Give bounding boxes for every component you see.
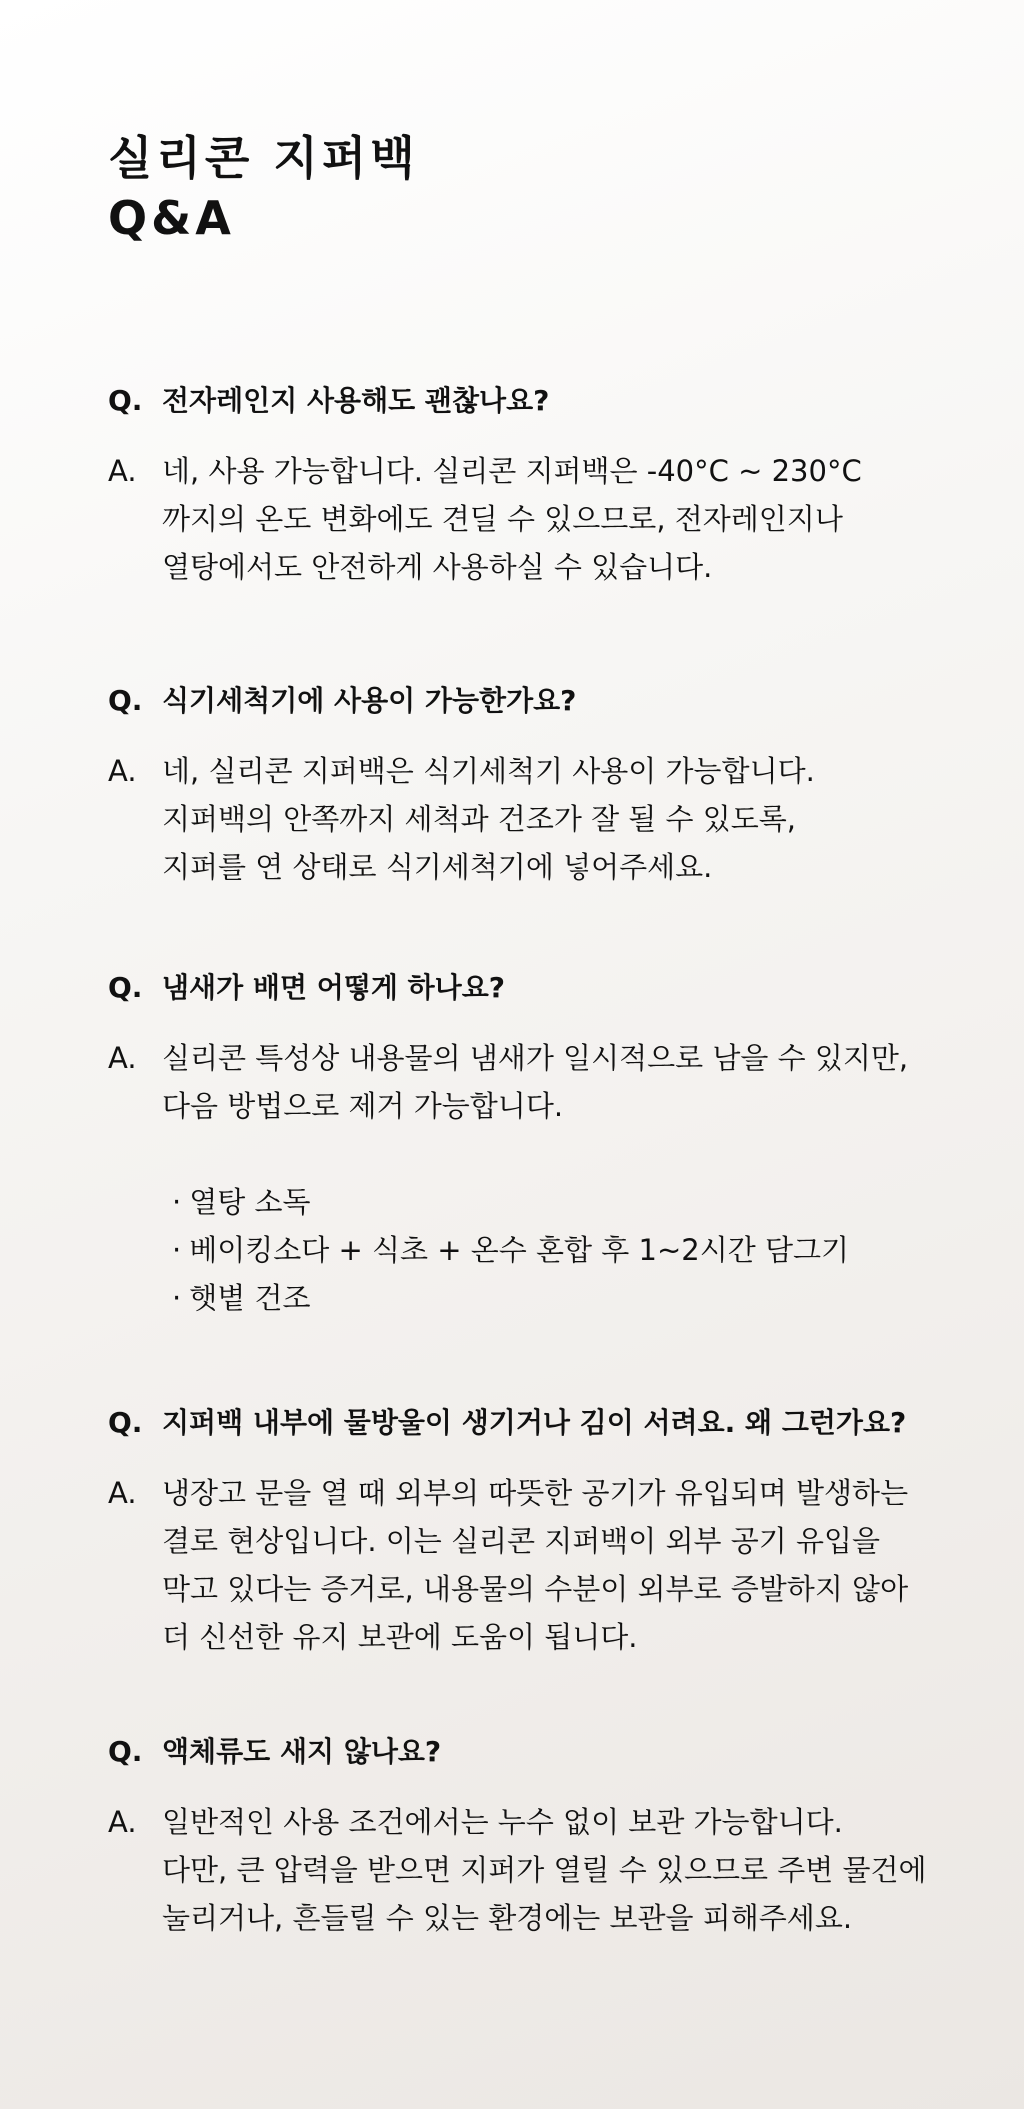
answer-text (162, 1469, 908, 1661)
question-marker: Q. (108, 684, 143, 717)
question-text: 액체류도 새지 않나요? (162, 1735, 442, 1768)
answer-line: 열탕에서도 안전하게 사용하실 수 있습니다. (162, 550, 713, 584)
answer-line: 까지의 온도 변화에도 견딜 수 있으므로, 전자레인지나 (162, 502, 843, 536)
list-item: · 베이킹소다 + 식초 + 온수 혼합 후 1~2시간 담그기 (162, 1226, 908, 1274)
question-text: 식기세척기에 사용이 가능한가요? (162, 684, 577, 717)
answer-line: 결로 현상입니다. 이는 실리콘 지퍼백이 외부 공기 유입을 (162, 1524, 881, 1558)
answer-line: 막고 있다는 증거로, 내용물의 수분이 외부로 증발하지 않아 (162, 1572, 909, 1606)
question-row (108, 968, 968, 1008)
title-line-2: Q&A (108, 191, 235, 245)
question-row (108, 681, 968, 721)
question-text: 냄새가 배면 어떻게 하나요? (162, 971, 506, 1004)
page-title (108, 128, 419, 248)
removal-methods-list (162, 1178, 908, 1322)
answer-row (108, 1469, 968, 1661)
answer-row (108, 447, 968, 591)
answer-marker: A. (108, 1476, 137, 1510)
faq-item-liquids (108, 1732, 968, 1942)
answer-line: 다만, 큰 압력을 받으면 지퍼가 열릴 수 있으므로 주변 물건에 (162, 1853, 927, 1887)
answer-text (162, 1034, 908, 1322)
answer-row (108, 1798, 968, 1942)
answer-row (108, 747, 968, 891)
faq-item-microwave (108, 381, 968, 591)
answer-marker: A. (108, 754, 137, 788)
question-marker: Q. (108, 1735, 143, 1768)
answer-text (162, 447, 862, 591)
answer-marker: A. (108, 1805, 137, 1839)
question-marker: Q. (108, 1406, 143, 1439)
question-row (108, 1732, 968, 1772)
answer-line: 다음 방법으로 제거 가능합니다. (162, 1089, 564, 1123)
answer-line: 일반적인 사용 조건에서는 누수 없이 보관 가능합니다. (162, 1805, 843, 1839)
answer-line: 더 신선한 유지 보관에 도움이 됩니다. (162, 1620, 638, 1654)
answer-line: 지퍼를 연 상태로 식기세척기에 넣어주세요. (162, 850, 713, 884)
answer-line: 네, 사용 가능합니다. 실리콘 지퍼백은 -40°C ~ 230°C (162, 454, 862, 488)
question-marker: Q. (108, 971, 143, 1004)
answer-marker: A. (108, 1041, 137, 1075)
faq-item-condensation (108, 1403, 968, 1661)
answer-line: 실리콘 특성상 내용물의 냄새가 일시적으로 남을 수 있지만, (162, 1041, 909, 1075)
question-row (108, 381, 968, 421)
answer-line: 눌리거나, 흔들릴 수 있는 환경에는 보관을 피해주세요. (162, 1901, 853, 1935)
title-line-1: 실리콘 지퍼백 (108, 131, 419, 185)
question-row (108, 1403, 968, 1443)
answer-row (108, 1034, 968, 1322)
faq-item-odor (108, 968, 968, 1322)
answer-line: 지퍼백의 안쪽까지 세척과 건조가 잘 될 수 있도록, (162, 802, 797, 836)
answer-text (162, 1798, 927, 1942)
answer-text (162, 747, 815, 891)
question-text: 전자레인지 사용해도 괜찮나요? (162, 384, 550, 417)
answer-line: 냉장고 문을 열 때 외부의 따뜻한 공기가 유입되며 발생하는 (162, 1476, 909, 1510)
list-item: · 열탕 소독 (162, 1178, 908, 1226)
answer-line: 네, 실리콘 지퍼백은 식기세척기 사용이 가능합니다. (162, 754, 815, 788)
answer-marker: A. (108, 454, 137, 488)
question-marker: Q. (108, 384, 143, 417)
list-item: · 햇볕 건조 (162, 1274, 908, 1322)
question-text: 지퍼백 내부에 물방울이 생기거나 김이 서려요. 왜 그런가요? (162, 1406, 907, 1439)
faq-item-dishwasher (108, 681, 968, 891)
